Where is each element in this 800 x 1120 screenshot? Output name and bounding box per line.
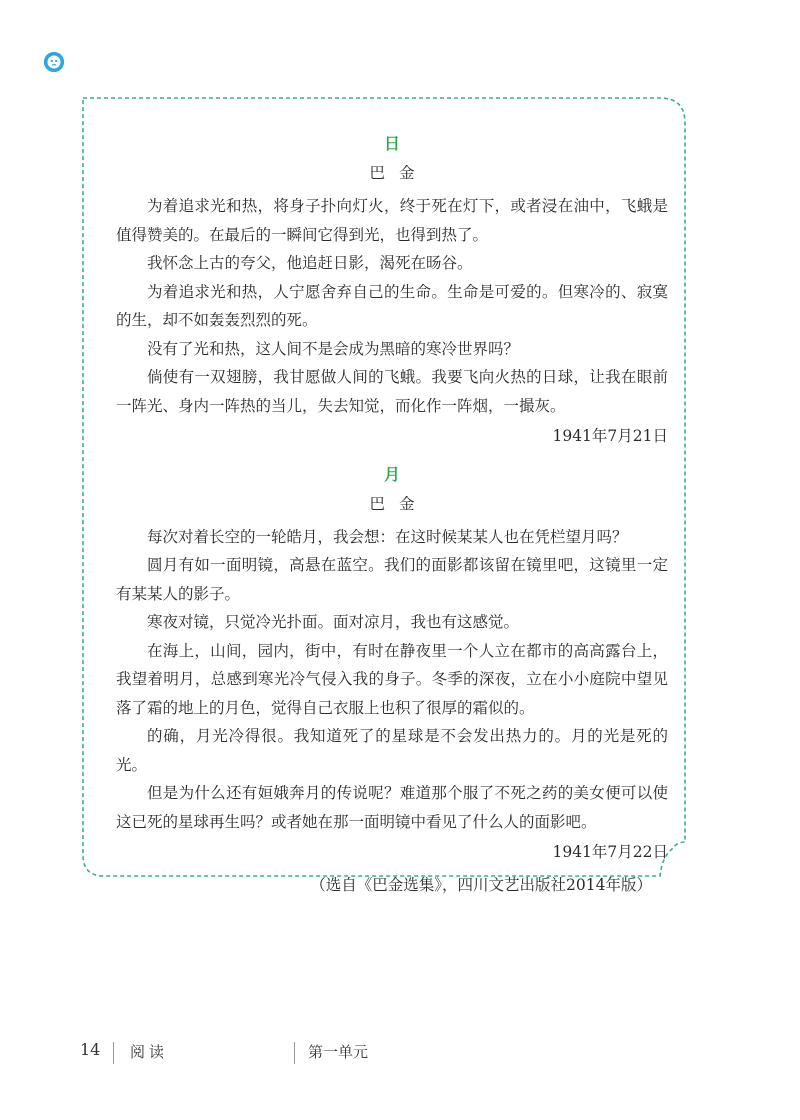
section-label: 阅读 (130, 1043, 169, 1061)
date-line: 1941年7月22日 (552, 843, 668, 861)
paragraph: 在海上，山间，园内，街中，有时在静夜里一个人立在都市的高高露台上，我望着明月，总感到寒光冷气侵入我的身子。冬季的深夜，立在小小庭院中望见落了霜的地上的月色，觉得自己衣服上也积了很厚的霜似的。 (116, 641, 668, 717)
paragraph: 为着追求光和热，人宁愿舍弃自己的生命。生命是可爱的。但寒冷的、寂寞的生，却不如轰轰烈烈的死。 (116, 282, 668, 329)
paragraph: 倘使有一双翅膀，我甘愿做人间的飞蛾。我要飞向火热的日球，让我在眼前一阵光、身内一阵热的当儿，失去知觉，而化作一阵烟，一撮灰。 (116, 368, 668, 415)
section-sun (116, 130, 668, 451)
date-line: 1941年7月21日 (552, 427, 668, 445)
footer-divider (294, 1042, 295, 1064)
section-title: 日 (383, 134, 400, 153)
author-name: 巴金 (369, 494, 429, 513)
unit-label: 第一单元 (308, 1043, 369, 1061)
paragraph: 我怀念上古的夸父，他追赶日影，渴死在旸谷。 (147, 254, 473, 272)
paragraph: 寒夜对镜，只觉冷光扑面。面对凉月，我也有这感觉。 (147, 613, 520, 631)
paragraph: 但是为什么还有姮娥奔月的传说呢？难道那个服了不死之药的美女便可以使这已死的星球再生吗？或者她在那一面明镜中看见了什么人的面影吧。 (116, 784, 668, 831)
paragraph: 的确，月光冷得很。我知道死了的星球是不会发出热力的。月的光是死的光。 (116, 727, 668, 774)
paragraph: 每次对着长空的一轮皓月，我会想：在这时候某某人也在凭栏望月吗？ (147, 527, 628, 546)
article-body (116, 130, 668, 899)
section-moon (116, 461, 668, 867)
paragraph: 圆月有如一面明镜，高悬在蓝空。我们的面影都该留在镜里吧，这镜里一定有某某人的影子。 (116, 556, 668, 603)
smiley-icon (44, 52, 64, 72)
source-citation: （选自《巴金选集》，四川文艺出版社2014年版） (310, 875, 652, 894)
paragraph: 为着追求光和热，将身子扑向灯火，终于死在灯下，或者浸在油中，飞蛾是值得赞美的。在最后的一瞬间它得到光，也得到热了。 (116, 197, 668, 244)
author-name: 巴金 (369, 164, 429, 182)
paragraph: 没有了光和热，这人间不是会成为黑暗的寒冷世界吗？ (147, 339, 520, 358)
section-title: 月 (383, 464, 400, 484)
footer-divider (113, 1042, 114, 1064)
page-number: 14 (80, 1040, 101, 1059)
page-footer (0, 1038, 800, 1068)
